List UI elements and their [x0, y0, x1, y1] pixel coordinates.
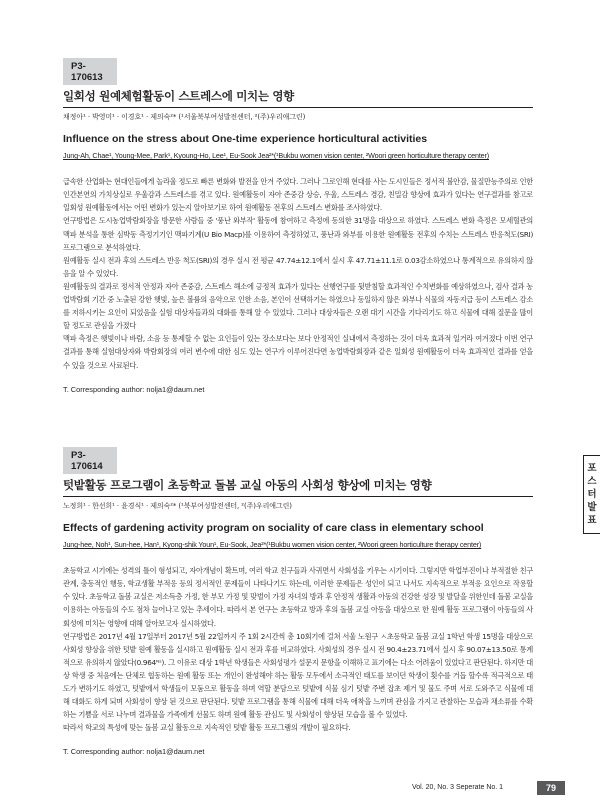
authors-korean: 노정희¹ · 한선희¹ · 윤경식¹ · 제의숙²* (¹북부여성발전센터, ²(주)우리애그린)	[63, 502, 292, 511]
body-paragraph: 급속한 산업화는 현대인들에게 놀라울 정도로 빠른 변화와 발전을 안겨 주었다. 그러나 그로인해 현대를 사는 도시인들은 정서적 불안감, 물질만능주의로 인한 인간본연의 가치상실로 우울감과 스트레스를 겪고 있다. 원예활동이 자아 존중감 상승, 우울, 스트레스 경감, 친밀감 향상에 효과가 있다는 연구결과를 참고로 일회성 원예활동에서는 어떤 변화가 있는지 알아보기로 하여 원예활동 전후의 스트레스 변화를 조사하였다.	[63, 177, 533, 213]
abstract-title-korean: 텃밭활동 프로그램이 초등학교 돌봄 교실 아동의 사회성 향상에 미치는 영향	[63, 478, 432, 492]
abstract-code-badge: P3-170613	[63, 58, 117, 85]
authors-english: Jung-Ah, Chae¹, Young-Mee, Park¹, Kyoung-Ho, Lee¹, Eu-Sook Jea²*(¹Bukbu women vision center, ²Woori green horticulture therapy center)	[63, 151, 490, 161]
body-paragraph: 따라서 학교의 특성에 맞는 돌봄 교실 활동으로 지속적인 텃밭 활동 프로그램의 개발이 필요하다.	[63, 723, 351, 733]
side-tab-char: 발	[587, 502, 597, 513]
journal-issue: Vol. 20, No. 3 Seperate No. 1	[412, 784, 504, 791]
authors-english: Jung-hee, Noh¹, Sun-hee, Han¹, Kyong-shik Youn¹, Eu-Sook, Jea²*(¹Bukbu women vision center, ²Woori green horticulture therapy center)	[63, 540, 482, 550]
body-paragraph: 연구방법은 도시농업박람회장을 방문한 사람들 중 '풍난 와부작' 활동에 참여하고 측정에 동의한 31명을 대상으로 하였다. 스트레스 변화 측정은 모세혈관의 맥파 분석을 통한 심박동 측정기기인 맥파기계(U Bio Macp)를 이용하여 측정하였고, 풍난과 와부를 이용한 원예활동 전후의 수치는 스트레스 반응척도(SRI)프로그램으로 분석하였다.	[63, 216, 533, 252]
section-side-tab	[583, 455, 600, 534]
body-paragraph: 초등학교 시기에는 성격의 틀이 형성되고, 자아개념이 확트며, 여러 학교 친구들과 사귀면서 사회성을 키우는 시기이다. 그렇지만 학업부진이나 부적절한 친구관계, 충동적인 행동, 학교생활 부적응 등의 정서적인 문제들이 나타나기도 하는데, 이러한 문제들은 성인이 되고 나서도 지속적으로 부적응 요인으로 작용할 수 있다. 초등학교 돌봄 교실은 저소득층 가정, 한 부모 가정 및 맞벌이 가정 자녀의 방과 후 안정적 생활과 아동의 건강한 성장 및 발달을 위한인데 돌봄 교실을 이용하는 아동들의 수도 점차 늘어나고 있는 추세이다. 따라서 본 연구는 초등학교 방과 후의 돌봄 교실 아동을 대상으로 한 원예 활동 프로그램이 아동들의 사회성에 미치는 영향에 대해 알아보고자 실시하였다.	[63, 566, 533, 628]
authors-korean: 채정아¹ · 박영미¹ · 이경호¹ · 제의숙²* (¹서울북부여성발전센터, ²(주)우리애그린)	[63, 113, 306, 122]
corresponding-author: T. Corresponding author: nolja1@daum.net	[63, 384, 205, 394]
body-paragraph: 연구방법은 2017년 4월 17일부터 2017년 5월 22일까지 주 1회 2시간씩 총 10회기에 걸쳐 서울 노원구 ㅅ초등학교 돌봄 교실 1학년 학생 15명을 대상으로 사회성 향상을 위한 텃밭 원예 활동을 실시하고 원예활동 실시 전과 후를 비교하였다. 사회성의 경우 실시 전 90.4±23.71에서 실시 후 90.07±13.50로 통계적으로 유의하지 않았다(0.964ᴺˢ). 그 이유로 대상 1학년 학생들은 사회성평가 설문지 문항을 이해하고 표기에는 다소 어려움이 있었다고 판단된다. 하지만 대상 학생 중 처음에는 단체로 협동하는 원예 활동 또는 개인이 완성해야 하는 활동 모두에서 소극적인 태도를 보이던 학생이 횟수를 거듭 할수록 적극적으로 태도가 변하기도 하였고, 텃밭에서 학생들이 모둠으로 활동을 하며 역할 분담으로 텃밭에 식물 심기 텃밭 주변 잡초 제거 및 물도 주며 서로 도와주고 식물에 대해 대화도 하게 되며 사회성이 향상 된 것으로 판단된다. 텃밭 프로그램을 통해 식물에 대해 더욱 애착을 느끼며 관심을 가지고 관찰하는 모습과 채소류를 수확하는 기쁨을 서로 나누며 결과물을 가족에게 선물도 하며 원예 활동 관심도 및 사회성이 향상된 모습을 볼 수 있었다.	[63, 631, 534, 720]
body-paragraph: 원예활동의 결과로 정서적 안정과 자아 존중감, 스트레스 해소에 긍정적 효과가 있다는 선행연구를 뒷받침할 효과적인 수치변화를 예상하였으나, 검사 결과 농업박람회 기간 중 노출된 강한 햇빛, 높은 볼륨의 음악으로 인한 소음, 본인이 선택하기는 하였으나 동일하지 않은 와부나 식물의 자동지급 등이 스트레스 감소를 저하시키는 요인이 되었음을 실험 대상자들과의 대화를 통해 알 수 있었다. 그러나 대상자들은 오랜 대기 시간을 기다리기도 하고 식물에 대해 질문을 많이 할 정도로 관심을 가졌다	[63, 281, 533, 331]
abstract-1	[63, 58, 533, 394]
corresponding-author: T. Corresponding author: nolja1@daum.net	[63, 747, 205, 757]
abstract-2	[63, 447, 533, 756]
abstract-title-korean: 일회성 원예체험활동이 스트레스에 미치는 영향	[63, 89, 294, 103]
abstract-title-english: Effects of gardening activity program on sociality of care class in elementary school	[63, 522, 484, 535]
abstract-code-badge: P3-170614	[63, 447, 117, 474]
title-divider	[63, 107, 533, 108]
side-tab-char: 포	[587, 463, 597, 474]
abstract-body	[63, 175, 533, 371]
side-tab-char: 스	[587, 476, 597, 487]
body-paragraph: 맥파 측정은 햇빛이나 바람, 소음 등 통제할 수 없는 요인들이 있는 장소보다는 보다 안정적인 실내에서 측정하는 것이 더욱 효과적 일거라 여겨졌다 이번 연구결과를 통해 실험대상자와 박람회장의 여러 변수에 대한 심도 있는 연구가 이루어진다면 농업박람회장과 같은 일회성 원예활동이 더욱 효과적인 결과를 얻을 수 있을 것으로 사료된다.	[63, 334, 533, 370]
abstract-body	[63, 564, 533, 734]
title-divider	[63, 496, 533, 497]
body-paragraph: 원예활동 실시 전과 후의 스트레스 반응 척도(SRI)의 경우 실시 전 평균 47.74±12.1에서 실시 후 47.71±11.1로 0.03감소하였으나 통계적으로 유의하지 않음을 알 수 있었다.	[63, 255, 533, 278]
side-tab-char: 표	[587, 515, 597, 526]
abstract-title-english: Influence on the stress about One-time experience horticultural activities	[63, 133, 428, 146]
page-number: 79	[537, 781, 565, 795]
side-tab-char: 터	[587, 489, 597, 500]
